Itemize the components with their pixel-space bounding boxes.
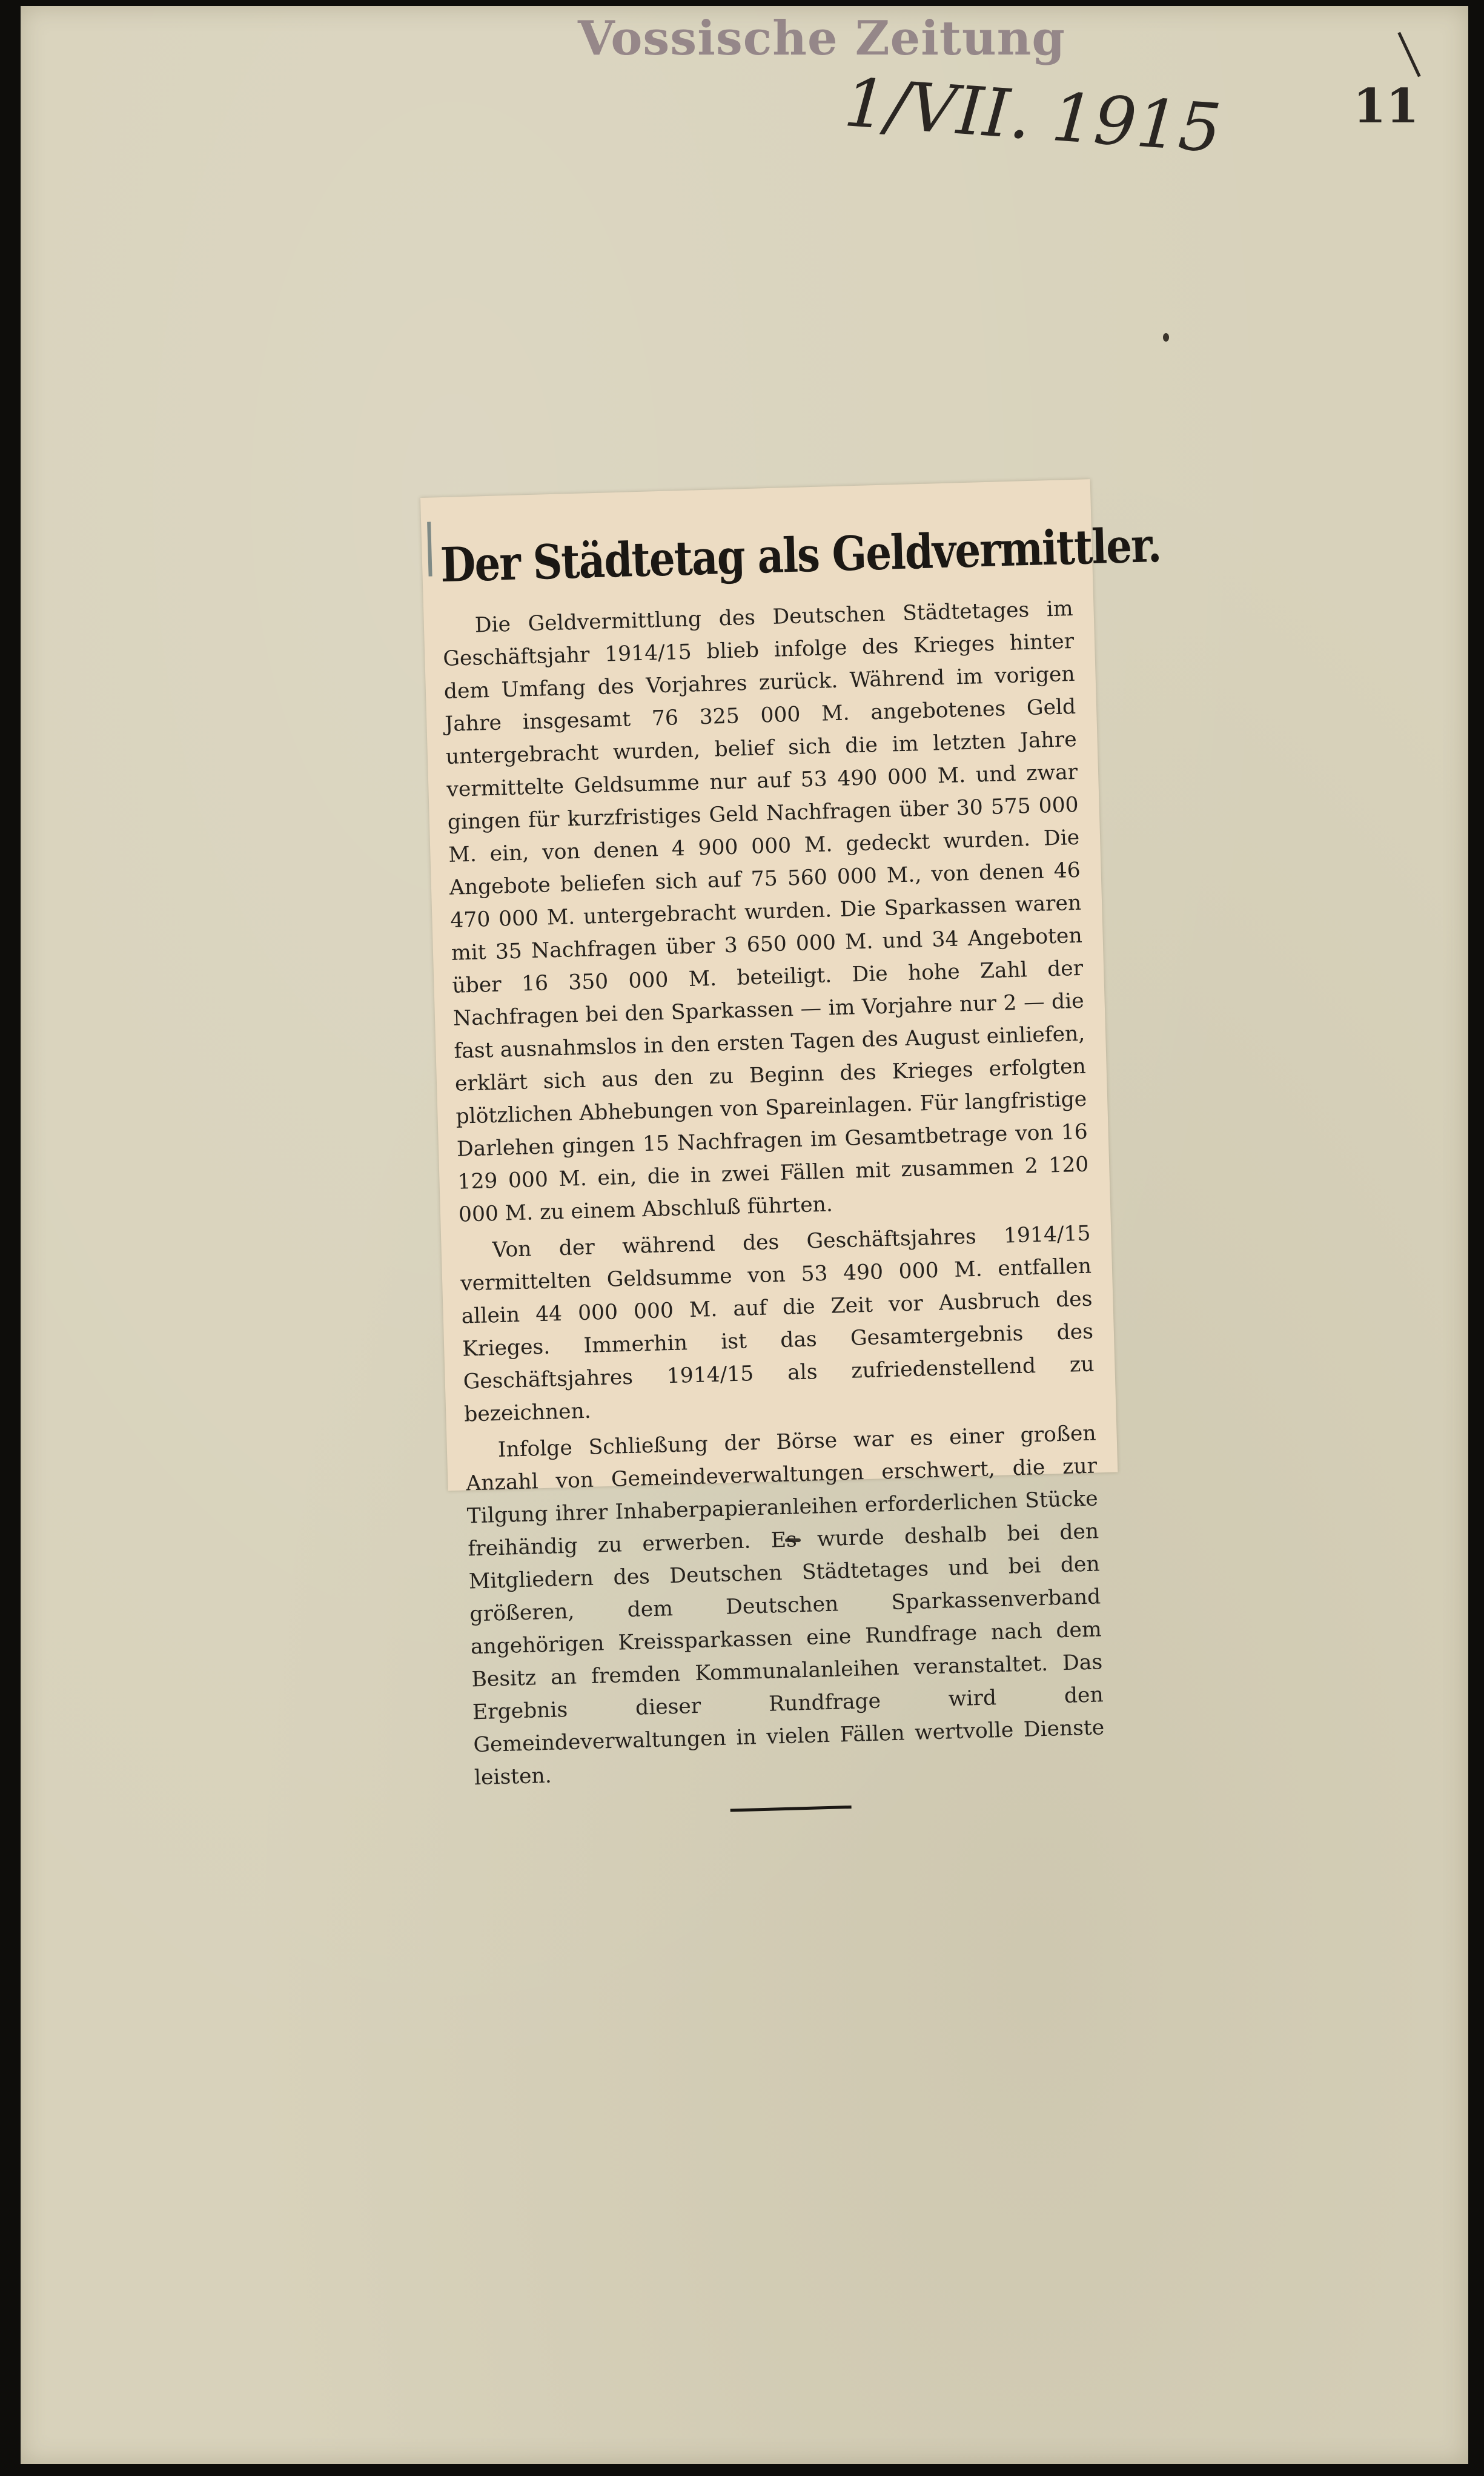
newspaper-stamp: Vossische Zeitung: [578, 11, 1065, 66]
article-paragraph: Die Geldvermittlung des Deutschen Städtetages im Geschäftsjahr 1914/15 blieb infolge des Krieges hinter dem Umfang des Vorjahres zurück. Während im vorigen Jahre insgesamt 76 325 000 M. angebotenes Geld untergebracht wurden, belief sich die im letzten Jahre vermittelte Geldsumme nur auf 53 490 000 M. und zwar gingen für kurzfristiges Geld Nachfragen über 30 575 000 M. ein, von denen 4 900 000 M. gedeckt wurden. Die Angebote beliefen sich auf 75 560 000 M., von denen 46 470 000 M. untergebracht wurden. Die Sparkassen waren mit 35 Nachfragen über 3 650 000 M. und 34 Angeboten über 16 350 000 M. beteiligt. Die hohe Zahl der Nachfragen bei den Sparkassen — im Vorjahre nur 2 — die fast ausnahmslos in den ersten Tagen des August einliefen, erklärt sich aus den zu Beginn des Krieges erfolgten plötzlichen Abhebungen von Spareinlagen. Für langfristige Darlehen gingen 15 Nachfragen im Gesamtbetrage von 16 129 000 M. ein, die in zwei Fällen mit zusammen 2 120 000 M. zu einem Abschluß führten.: [442, 596, 1089, 1227]
article-paragraph: Von der während des Geschäftsjahres 1914/15 vermittelten Geldsumme von 53 490 000 M. entfallen allein 44 000 000 M. auf die Zeit vor Ausbruch des Krieges. Immerhin ist das Gesamtergebnis des Geschäftsjahres 1914/15 als zufriedenstellend zu bezeichnen.: [460, 1221, 1095, 1427]
paper-speck: [1163, 333, 1169, 342]
end-rule: [730, 1806, 852, 1812]
newspaper-clipping: [420, 479, 1162, 1790]
folio-number: 11: [1353, 79, 1419, 134]
handwritten-date: 1/VII. 1915: [841, 64, 1224, 168]
archive-sheet: [21, 6, 1468, 2464]
article-headline: Der Städtetag als Geldvermittler.: [439, 517, 1162, 594]
article-paragraph: Infolge Schließung der Börse war es einer großen Anzahl von Gemeindeverwaltungen erschwert, die zur Tilgung ihrer Inhaberpapieranleihen erforderlichen Stücke freihändig zu erwerben. Es wurde deshalb bei den Mitgliedern des Deutschen Städtetages und bei den größeren, dem Deutschen Sparkassenverband angehörigen Kreissparkassen eine Rundfrage nach dem Besitz an fremden Kommunalanleihen veranstaltet. Das Ergebnis dieser Rundfrage wird den Gemeindeverwaltungen in vielen Fällen wertvolle Dienste leisten.: [465, 1421, 1105, 1790]
pencil-mark: [1397, 32, 1420, 78]
clipping-torn-edge: [427, 522, 432, 577]
